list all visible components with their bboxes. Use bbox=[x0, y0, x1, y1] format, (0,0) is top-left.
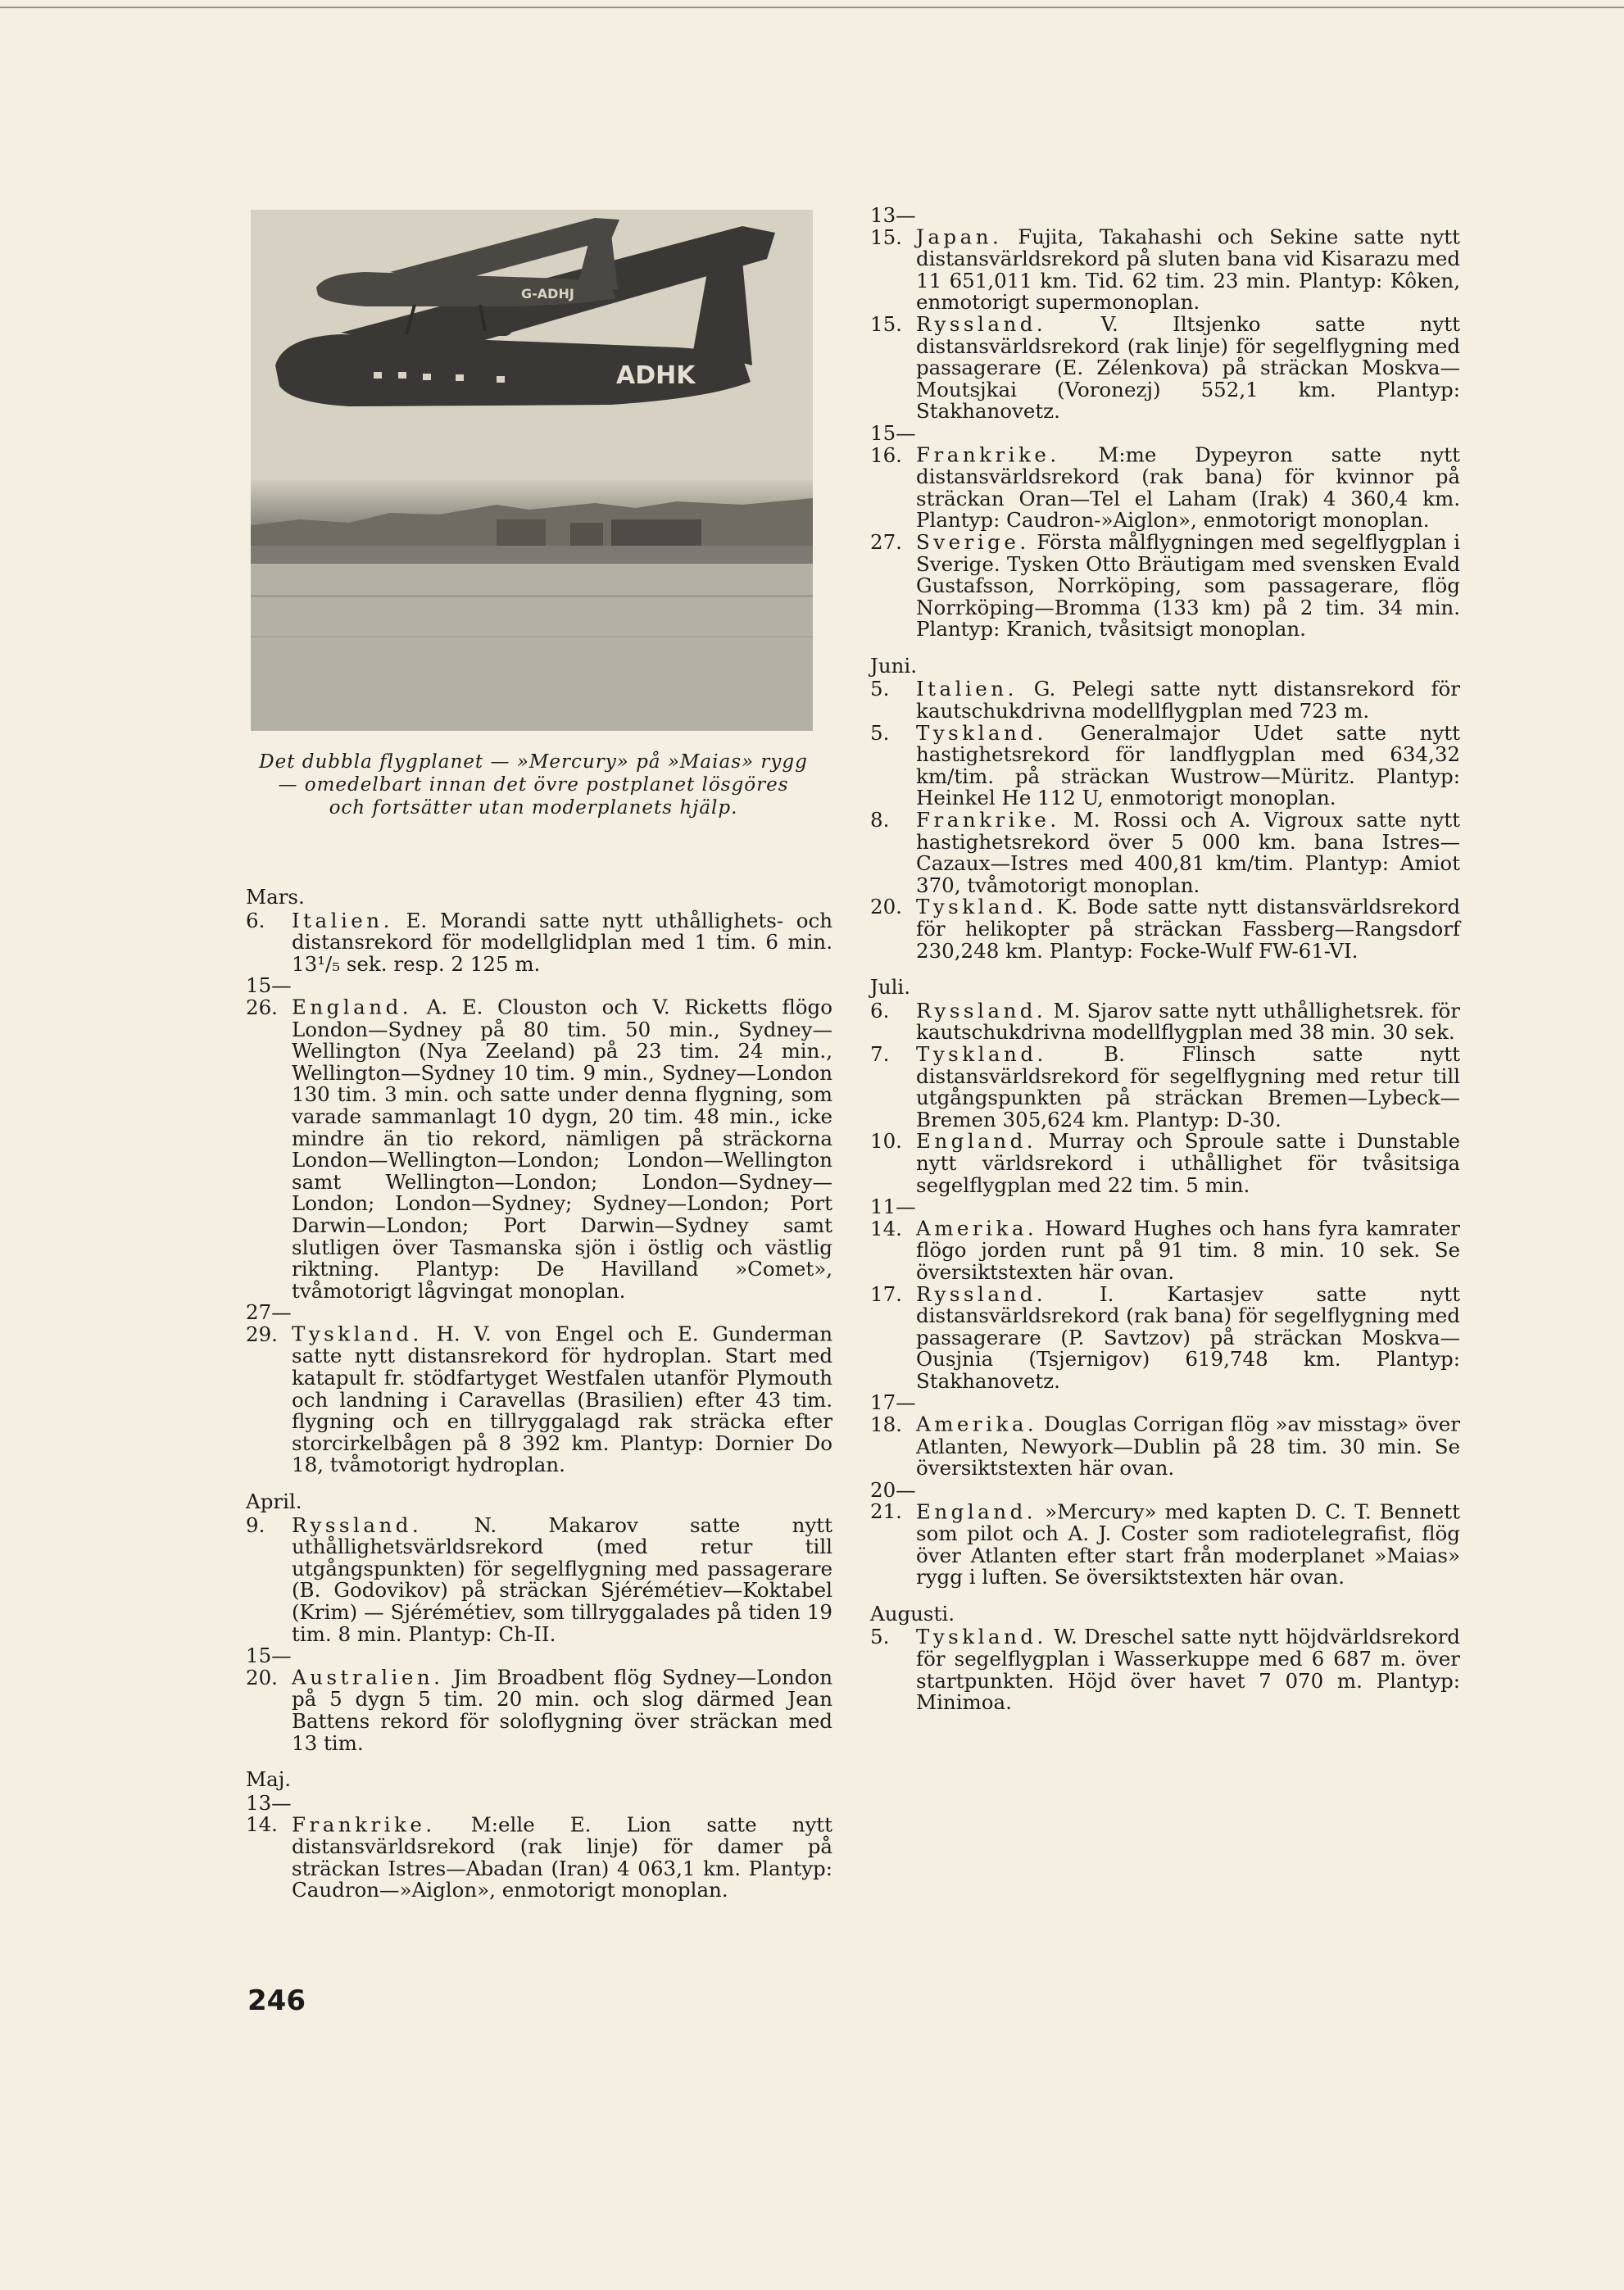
entry-country: Ryssland. bbox=[292, 1512, 423, 1537]
entry-country: England. bbox=[916, 1129, 1037, 1154]
entry-country: Tyskland. bbox=[916, 720, 1047, 745]
month-heading: Juli. bbox=[870, 975, 911, 1000]
upper-plane-marking: G-ADHJ bbox=[521, 286, 574, 302]
record-entry bbox=[870, 1626, 1460, 1713]
record-entry bbox=[870, 205, 1460, 314]
entry-text: Första målflygningen med segelflygplan i Sverige. Tysken Otto Bräutigam med svensken Evald Gustafsson, Norrköping, som passagerare, flög Norrköping—Bromma (133 km) på 2 tim. 34 min. Plantyp: Kranich, tvåsitsigt monoplan. bbox=[916, 529, 1460, 642]
entry-text: Generalmajor Udet satte nytt hastighetsrekord för landflygplan med 634,32 km/tim. på sträckan Wustrow—Müritz. Plantyp: Heinkel He 112 U, enmotorigt monoplan. bbox=[916, 720, 1460, 810]
entry-country: Tyskland. bbox=[916, 1625, 1047, 1649]
entry-date: 20—21. bbox=[870, 1477, 916, 1524]
entry-text: M:me Dypeyron satte nytt distansvärldsrekord (rak bana) för kvinnor på sträckan Oran—Tel el Laham (Irak) 4 360,4 km. Plantyp: Caudron-»Aiglon», enmotorigt monoplan. bbox=[916, 442, 1460, 533]
entry-date: 6. bbox=[870, 998, 890, 1023]
entry-text: W. Dreschel satte nytt höjdvärldsrekord för segelflygplan i Wasserkuppe med 6 687 m. över startpunkten. Höjd över havet 7 070 m. Plantyp: Minimoa. bbox=[916, 1625, 1460, 1715]
entry-country: Italien. bbox=[292, 908, 393, 932]
entry-country: Amerika. bbox=[916, 1413, 1038, 1437]
entry-date: 27. bbox=[870, 529, 902, 554]
entry-country: Australien. bbox=[292, 1665, 444, 1689]
record-entry bbox=[246, 1512, 832, 1646]
entry-date: 5. bbox=[870, 720, 890, 745]
entry-date: 15—26. bbox=[246, 973, 292, 1019]
right-column bbox=[870, 205, 1460, 1714]
record-entry bbox=[870, 1477, 1460, 1589]
entry-country: Tyskland. bbox=[916, 895, 1047, 919]
entry-country: Frankrike. bbox=[916, 808, 1060, 832]
entry-text: »Mercury» med kapten D. C. T. Bennett som pilot och A. J. Coster som radiotelegrafist, flög över Atlanten efter start från moderplanet »Maias» rygg i luften. Se översiktstexten här ovan. bbox=[916, 1499, 1460, 1589]
month-heading: Juni. bbox=[870, 653, 918, 678]
entry-date: 10. bbox=[870, 1129, 902, 1154]
entry-country: Sverige. bbox=[916, 529, 1030, 554]
entry-date: 11—14. bbox=[870, 1195, 916, 1240]
entry-text: Douglas Corrigan flög »av misstag» över Atlanten, Newyork—Dublin på 28 tim. 30 min. Se översiktstexten här ovan. bbox=[916, 1413, 1460, 1481]
record-entry bbox=[870, 1196, 1460, 1283]
photo-caption: Det dubbla flygplanet — »Mercury» på »Maias» rygg — omedelbart innan det övre postplanet lösgöres och fortsätter utan moderplanets hjälp. bbox=[259, 751, 808, 819]
month-heading: Maj. bbox=[246, 1767, 292, 1792]
entry-country: Frankrike. bbox=[916, 442, 1060, 467]
entry-country: Ryssland. bbox=[916, 311, 1047, 336]
entry-text: V. Iltsjenko satte nytt distansvärldsrekord (rak linje) för segelflygning med passagerare (E. Zélenkova) på sträckan Moskva—Moutsjkai (Voronezj) 552,1 km. Plantyp: Stakhanovetz. bbox=[916, 311, 1460, 424]
entry-text: Fujita, Takahashi och Sekine satte nytt distansvärldsrekord på sluten bana vid Kisarazu med 11 651,011 km. Tid. 62 tim. 23 min. Plantyp: Kôken, enmotorigt supermonoplan. bbox=[916, 224, 1460, 315]
entry-date: 5. bbox=[870, 677, 890, 701]
entry-country: Tyskland. bbox=[916, 1041, 1047, 1066]
entry-date: 15—20. bbox=[246, 1644, 292, 1689]
month-heading: Mars. bbox=[246, 885, 305, 909]
entry-country: Ryssland. bbox=[916, 1281, 1047, 1306]
entry-text: Howard Hughes och hans fyra kamrater flögo jorden runt på 91 tim. 8 min. 10 sek. Se översiktstexten här ovan. bbox=[916, 1216, 1460, 1284]
entry-text: M. Rossi och A. Vigroux satte nytt hastighetsrekord över 5 000 km. bana Istres—Cazaux—Istres med 400,81 km/tim. Plantyp: Amiot 370, tvåmotorigt monoplan. bbox=[916, 808, 1460, 897]
month-heading: Augusti. bbox=[870, 1601, 955, 1626]
entry-text: M:elle E. Lion satte nytt distansvärldsrekord (rak linje) för damer på sträckan Istres—Abadan (Iran) 4 063,1 km. Plantyp: Caudron—»Aiglon», enmotorigt monoplan. bbox=[292, 1812, 832, 1902]
entry-country: Tyskland. bbox=[292, 1322, 423, 1346]
entry-date: 8. bbox=[870, 808, 890, 832]
entry-date: 13—14. bbox=[246, 1790, 292, 1837]
entry-date: 15—16. bbox=[870, 420, 916, 467]
entry-text: A. E. Clouston och V. Ricketts flögo London—Sydney på 80 tim. 50 min., Sydney—Wellington (Nya Zeeland) på 23 tim. 24 min., Wellington—Sydney 10 tim. 9 min., Sydney—London 130 tim. 3 min. och satte under denna flygning, som varade sammanlagt 10 dygn, 20 tim. 48 min., icke mindre än tio rekord, nämligen på sträckorna London—Wellington—London; London—Wellington samt Wellington—London; London—Sydney—London; London—Sydney; Sydney—London; Port Darwin—London; Port Darwin—Sydney samt slutligen över Tasmanska sjön i östlig och västlig riktning. Plantyp: De Havilland »Comet», tvåmotorigt lågvingat monoplan. bbox=[292, 995, 832, 1303]
seaplane-photo bbox=[251, 210, 813, 731]
record-entry bbox=[246, 910, 832, 976]
record-entry bbox=[870, 1131, 1460, 1196]
entry-date: 6. bbox=[246, 908, 265, 932]
lower-plane-marking: ADHK bbox=[616, 361, 696, 390]
record-entry bbox=[870, 529, 1460, 642]
month-heading: April. bbox=[246, 1490, 302, 1514]
entry-text: H. V. von Engel och E. Gunderman satte nytt distansrekord för hydroplan. Start med katapult fr. stödfartyget Westfalen utanför Plymouth och landning i Caravellas (Brasilien) efter 43 tim. flygning och en tillryggalagd rak sträcka efter storcirkelbågen på 8 392 km. Plantyp: Dornier Do 18, tvåmotorigt hydroplan. bbox=[292, 1322, 832, 1477]
page-top-edge bbox=[0, 7, 1624, 8]
entry-country: England. bbox=[916, 1499, 1037, 1524]
record-entry bbox=[870, 1281, 1460, 1393]
entry-date: 5. bbox=[870, 1625, 890, 1649]
entry-text: E. Morandi satte nytt uthållighets- och distansrekord för modellglidplan med 1 tim. 6 min. 13¹/₅ sek. resp. 2 125 m. bbox=[292, 908, 832, 976]
entry-text: I. Kartasjev satte nytt distansvärldsrekord (rak bana) för segelflygning med passagerare (P. Savtzov) på sträckan Moskva—Ousjnia (Tsjernigov) 619,748 km. Plantyp: Stakhanovetz. bbox=[916, 1281, 1460, 1393]
record-entry bbox=[870, 1000, 1460, 1044]
entry-date: 20. bbox=[870, 895, 902, 919]
entry-text: G. Pelegi satte nytt distansrekord för kautschukdrivna modellflygplan med 723 m. bbox=[916, 677, 1460, 723]
record-entry bbox=[870, 1392, 1460, 1479]
record-entry bbox=[870, 420, 1460, 533]
entry-text: K. Bode satte nytt distansvärldsrekord för helikopter på sträckan Fassberg—Rangsdorf 230,248 km. Plantyp: Focke-Wulf FW-61-VI. bbox=[916, 895, 1460, 963]
page-number: 246 bbox=[247, 1984, 306, 2017]
entry-country: Amerika. bbox=[916, 1216, 1038, 1240]
record-entry bbox=[246, 975, 832, 1302]
record-entry bbox=[870, 896, 1460, 962]
entry-text: B. Flinsch satte nytt distansvärldsrekord för segelflygning med retur till utgångspunkten på sträckan Bremen—Lybeck—Bremen 305,624 km. Plantyp: D-30. bbox=[916, 1041, 1460, 1131]
entry-text: Jim Broadbent flög Sydney—London på 5 dygn 5 tim. 20 min. och slog därmed Jean Battens rekord för soloflygning över sträckan med 13 tim. bbox=[292, 1665, 832, 1755]
record-entry bbox=[246, 1645, 832, 1754]
record-entry bbox=[246, 1302, 832, 1476]
entry-date: 15. bbox=[870, 311, 902, 336]
entry-country: Ryssland. bbox=[916, 998, 1047, 1023]
entry-date: 17—18. bbox=[870, 1390, 916, 1437]
entry-text: M. Sjarov satte nytt uthållighetsrek. för kautschukdrivna modellflygplan med 38 min. 30 sek. bbox=[916, 998, 1460, 1045]
entry-text: N. Makarov satte nytt uthållighetsvärldsrekord (med retur till utgångspunkten) för segelflygning med passagerare (B. Godovikov) på sträckan Sjérémétiev—Koktabel (Krim) — Sjérémétiev, som tillryggalades på tiden 19 tim. 8 min. Plantyp: Ch-II. bbox=[292, 1512, 832, 1646]
entry-text: Murray och Sproule satte i Dunstable nytt världsrekord i uthållighet för tvåsitsiga segelflygplan med 22 tim. 5 min. bbox=[916, 1129, 1460, 1197]
entry-date: 17. bbox=[870, 1281, 902, 1306]
entry-country: Frankrike. bbox=[292, 1812, 436, 1837]
entry-date: 13—15. bbox=[870, 203, 916, 249]
entry-date: 7. bbox=[870, 1041, 890, 1066]
entry-date: 27—29. bbox=[246, 1300, 292, 1346]
record-entry bbox=[870, 809, 1460, 896]
entry-country: Italien. bbox=[916, 677, 1018, 701]
entry-country: Japan. bbox=[916, 224, 1003, 249]
entry-country: England. bbox=[292, 995, 413, 1019]
left-column bbox=[246, 887, 832, 1902]
record-entry bbox=[870, 1041, 1460, 1131]
record-entry bbox=[246, 1790, 832, 1902]
record-entry bbox=[870, 678, 1460, 722]
entry-date: 9. bbox=[246, 1512, 265, 1537]
record-entry bbox=[870, 311, 1460, 424]
record-entry bbox=[870, 720, 1460, 810]
